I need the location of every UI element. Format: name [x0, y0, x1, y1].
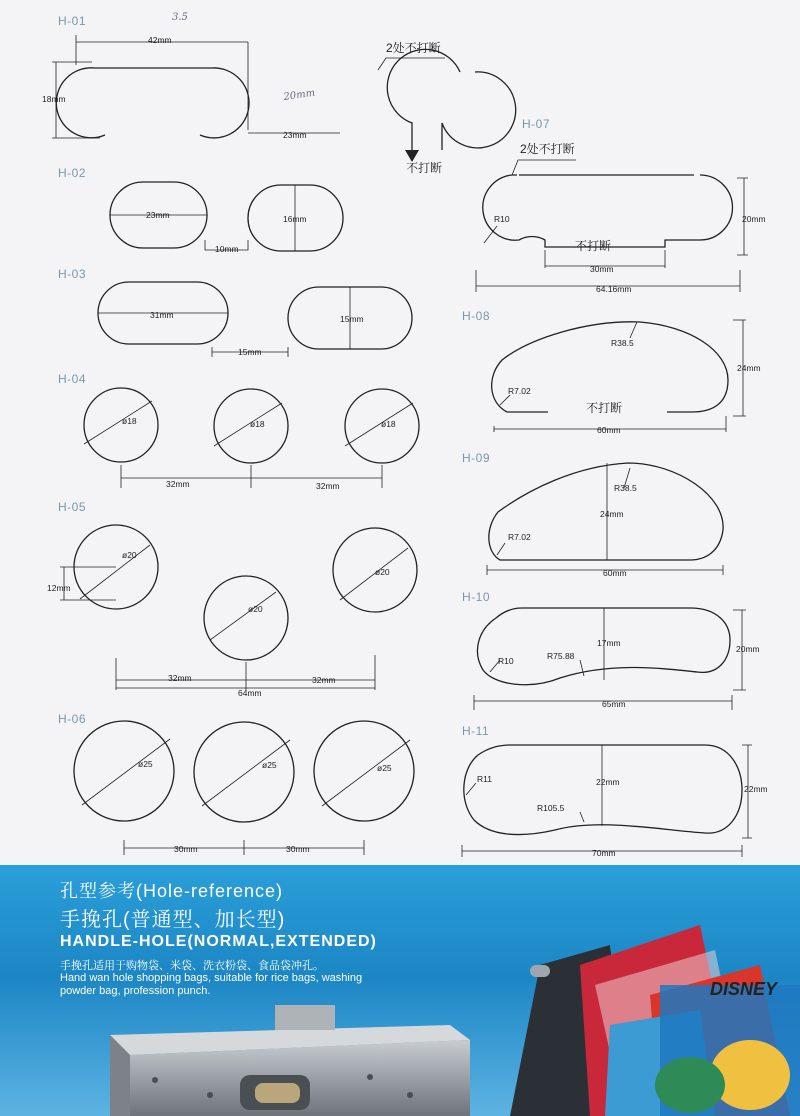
- h01-shape-left: [56, 68, 249, 138]
- h08-radius-small: R7.02: [508, 386, 531, 396]
- section-label-h04: H-04: [58, 372, 87, 386]
- h06-spacing-1: 30mm: [174, 844, 198, 854]
- description-en-line1: Hand wan hole shopping bags, suitable for rice bags, washing: [60, 972, 363, 984]
- section-label-h11: H-11: [462, 724, 490, 738]
- section-label-h03: H-03: [58, 267, 87, 281]
- h04-diam-2: ø18: [250, 419, 265, 429]
- h01-height-label: 18mm: [42, 94, 66, 104]
- punch-die-image: [110, 1005, 470, 1116]
- section-label-h06: H-06: [58, 712, 87, 726]
- h10-radius-label: R10: [498, 656, 514, 666]
- section-label-h01: H-01: [58, 14, 87, 28]
- h07-note-mid: 不打断: [575, 239, 612, 253]
- h05-total-label: 64mm: [238, 688, 262, 698]
- h11-height-label: 22mm: [744, 784, 768, 794]
- h11-shape: [464, 745, 742, 835]
- h07-radius-label: R10: [494, 214, 510, 224]
- handwritten-note-top: 3.5: [172, 12, 188, 23]
- h08-shape: [492, 322, 728, 412]
- h05-circle-2: [204, 576, 288, 660]
- h06-spacing-2: 30mm: [286, 844, 310, 854]
- h02-height-label: 16mm: [283, 214, 307, 224]
- h09-radius-small: R7.02: [508, 532, 531, 542]
- h11-radius-label: R11: [477, 774, 492, 784]
- h08-note: 不打断: [586, 401, 623, 415]
- h04-spacing-1: 32mm: [166, 479, 190, 489]
- h10-width-label: 65mm: [602, 699, 626, 709]
- h05-diam-3: ø20: [375, 567, 390, 577]
- section-label-h07: H-07: [522, 117, 551, 131]
- disney-logo-text: DISNEY: [710, 979, 778, 999]
- h07-note-top: 2处不打断: [520, 142, 575, 156]
- description-cn: 手挽孔适用于购物袋、米袋、洗衣粉袋、食品袋冲孔。: [60, 960, 324, 972]
- h11-width-label: 70mm: [592, 848, 616, 858]
- h03-width-label: 31mm: [150, 310, 174, 320]
- h05-diam-1: ø20: [122, 550, 137, 560]
- product-banner: [0, 865, 800, 1116]
- h01-gap-label: 23mm: [283, 130, 307, 140]
- h04-diam-3: ø18: [381, 419, 396, 429]
- h06-circle-2: [194, 722, 294, 822]
- hole-reference-title: 孔型参考(Hole-reference): [60, 881, 284, 901]
- h03-height-label: 15mm: [340, 314, 364, 324]
- h06-diam-2: ø25: [262, 760, 277, 770]
- h01-note-bottom: 不打断: [406, 161, 443, 175]
- handle-hole-title-cn: 手挽孔(普通型、加长型): [60, 909, 286, 931]
- h08-width-label: 60mm: [597, 425, 621, 435]
- handle-hole-title-en: HANDLE-HOLE(NORMAL,EXTENDED): [60, 933, 377, 950]
- h11-height-inner: 22mm: [596, 777, 620, 787]
- h01-shape-right: [387, 49, 515, 150]
- h06-circle-3: [314, 721, 414, 821]
- h08-radius-big: R38.5: [611, 338, 634, 348]
- h08-height-label: 24mm: [737, 363, 761, 373]
- section-label-h08: H-08: [462, 309, 491, 323]
- section-label-h09: H-09: [462, 451, 491, 465]
- description-en-line2: powder bag, profession punch.: [60, 985, 211, 997]
- section-label-h05: H-05: [58, 500, 87, 514]
- h09-height-inner: 24mm: [600, 509, 624, 519]
- h10-height-inner: 17mm: [597, 638, 621, 648]
- h04-spacing-2: 32mm: [316, 481, 340, 491]
- h06-circle-1: [74, 721, 174, 821]
- handwritten-note-mid: 20mm: [282, 87, 316, 103]
- h07-gap-label: 30mm: [590, 264, 614, 274]
- h07-width-label: 64.16mm: [596, 284, 632, 294]
- h07-shape: [483, 175, 733, 247]
- h01-width-label: 42mm: [148, 35, 172, 45]
- h05-spacing-1: 32mm: [168, 673, 192, 683]
- h03-gap-label: 15mm: [238, 347, 262, 357]
- h09-radius-big: R38.5: [614, 483, 637, 493]
- h06-diam-3: ø25: [377, 763, 392, 773]
- h02-width-label: 23mm: [146, 210, 170, 220]
- h10-radius-bottom: R75.88: [547, 651, 575, 661]
- h04-diam-1: ø18: [122, 416, 137, 426]
- h09-width-label: 60mm: [603, 568, 627, 578]
- h02-gap-label: 10mm: [215, 244, 239, 254]
- h04-circle-1: [84, 388, 158, 462]
- h07-height-label: 20mm: [742, 214, 766, 224]
- h06-diam-1: ø25: [138, 759, 153, 769]
- h05-spacing-2: 32mm: [312, 675, 336, 685]
- h05-diam-2: ø20: [248, 604, 263, 614]
- h11-radius-bottom: R105.5: [537, 803, 565, 813]
- h10-height-label: 20mm: [736, 644, 760, 654]
- h01-note-top: 2处不打断: [386, 41, 441, 55]
- section-label-h10: H-10: [462, 590, 491, 604]
- section-label-h02: H-02: [58, 166, 87, 180]
- shopping-bags-image: [500, 925, 800, 1116]
- h05-offset-label: 12mm: [47, 583, 71, 593]
